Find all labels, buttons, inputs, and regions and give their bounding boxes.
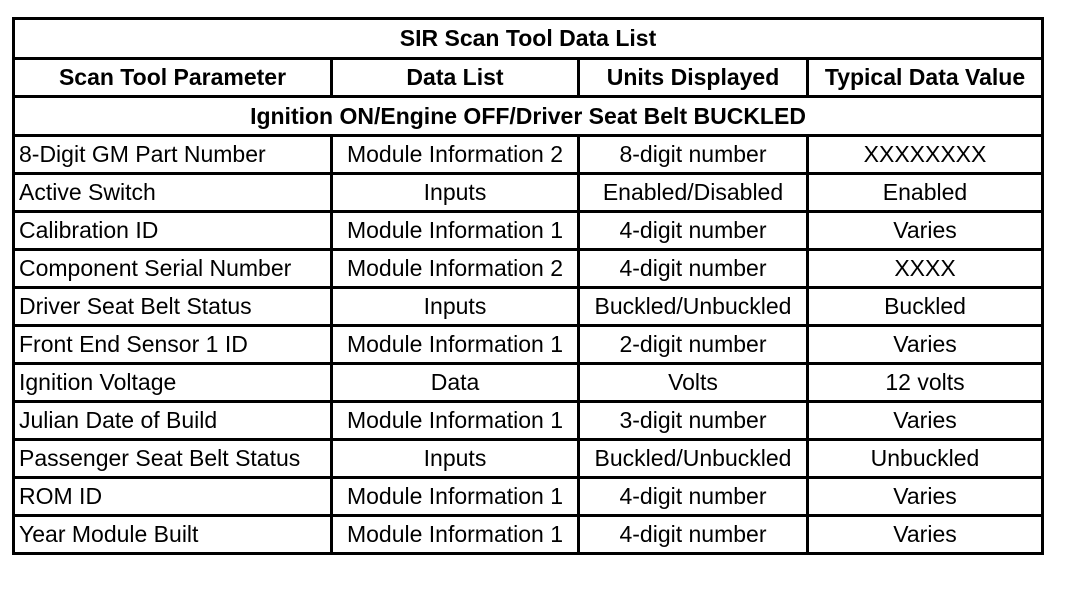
typical-value-cell: Varies [808,478,1043,516]
parameter-cell: Calibration ID [14,212,332,250]
table-row [14,326,1043,364]
data-list-cell: Module Information 1 [332,402,579,440]
parameter-cell: Ignition Voltage [14,364,332,402]
units-cell: 4-digit number [579,478,808,516]
table-row [14,212,1043,250]
parameter-cell: Julian Date of Build [14,402,332,440]
typical-value-cell: Enabled [808,174,1043,212]
data-list-cell: Module Information 2 [332,250,579,288]
data-list-cell: Module Information 1 [332,516,579,554]
units-cell: Buckled/Unbuckled [579,288,808,326]
table-title: SIR Scan Tool Data List [14,19,1043,59]
units-cell: 3-digit number [579,402,808,440]
data-list-cell: Inputs [332,174,579,212]
typical-value-cell: Varies [808,516,1043,554]
typical-value-cell: Buckled [808,288,1043,326]
units-cell: 4-digit number [579,250,808,288]
table-body [14,136,1043,554]
table-row [14,250,1043,288]
typical-value-cell: Varies [808,326,1043,364]
units-cell: Volts [579,364,808,402]
data-list-cell: Module Information 1 [332,212,579,250]
condition-row [14,97,1043,136]
parameter-cell: ROM ID [14,478,332,516]
table-row [14,288,1043,326]
table-row [14,402,1043,440]
data-list-table-container [12,17,1041,555]
table-row [14,478,1043,516]
parameter-cell: Year Module Built [14,516,332,554]
typical-value-cell: Varies [808,402,1043,440]
units-cell: 8-digit number [579,136,808,174]
parameter-cell: 8-Digit GM Part Number [14,136,332,174]
data-list-cell: Module Information 2 [332,136,579,174]
table-title-row [14,19,1043,59]
table-row [14,440,1043,478]
units-cell: Buckled/Unbuckled [579,440,808,478]
typical-value-cell: 12 volts [808,364,1043,402]
column-header-row [14,59,1043,97]
data-list-cell: Inputs [332,288,579,326]
header-scan-tool-parameter: Scan Tool Parameter [14,59,332,97]
parameter-cell: Component Serial Number [14,250,332,288]
units-cell: Enabled/Disabled [579,174,808,212]
typical-value-cell: XXXXXXXX [808,136,1043,174]
parameter-cell: Active Switch [14,174,332,212]
data-list-cell: Module Information 1 [332,478,579,516]
table-row [14,174,1043,212]
sir-scan-tool-data-table [12,17,1044,555]
data-list-cell: Module Information 1 [332,326,579,364]
parameter-cell: Front End Sensor 1 ID [14,326,332,364]
data-list-cell: Data [332,364,579,402]
table-row [14,136,1043,174]
table-row [14,516,1043,554]
header-typical-data-value: Typical Data Value [808,59,1043,97]
condition-label: Ignition ON/Engine OFF/Driver Seat Belt BUCKLED [14,97,1043,136]
typical-value-cell: Varies [808,212,1043,250]
units-cell: 2-digit number [579,326,808,364]
typical-value-cell: Unbuckled [808,440,1043,478]
header-data-list: Data List [332,59,579,97]
parameter-cell: Passenger Seat Belt Status [14,440,332,478]
typical-value-cell: XXXX [808,250,1043,288]
data-list-cell: Inputs [332,440,579,478]
units-cell: 4-digit number [579,212,808,250]
header-units-displayed: Units Displayed [579,59,808,97]
units-cell: 4-digit number [579,516,808,554]
parameter-cell: Driver Seat Belt Status [14,288,332,326]
table-row [14,364,1043,402]
